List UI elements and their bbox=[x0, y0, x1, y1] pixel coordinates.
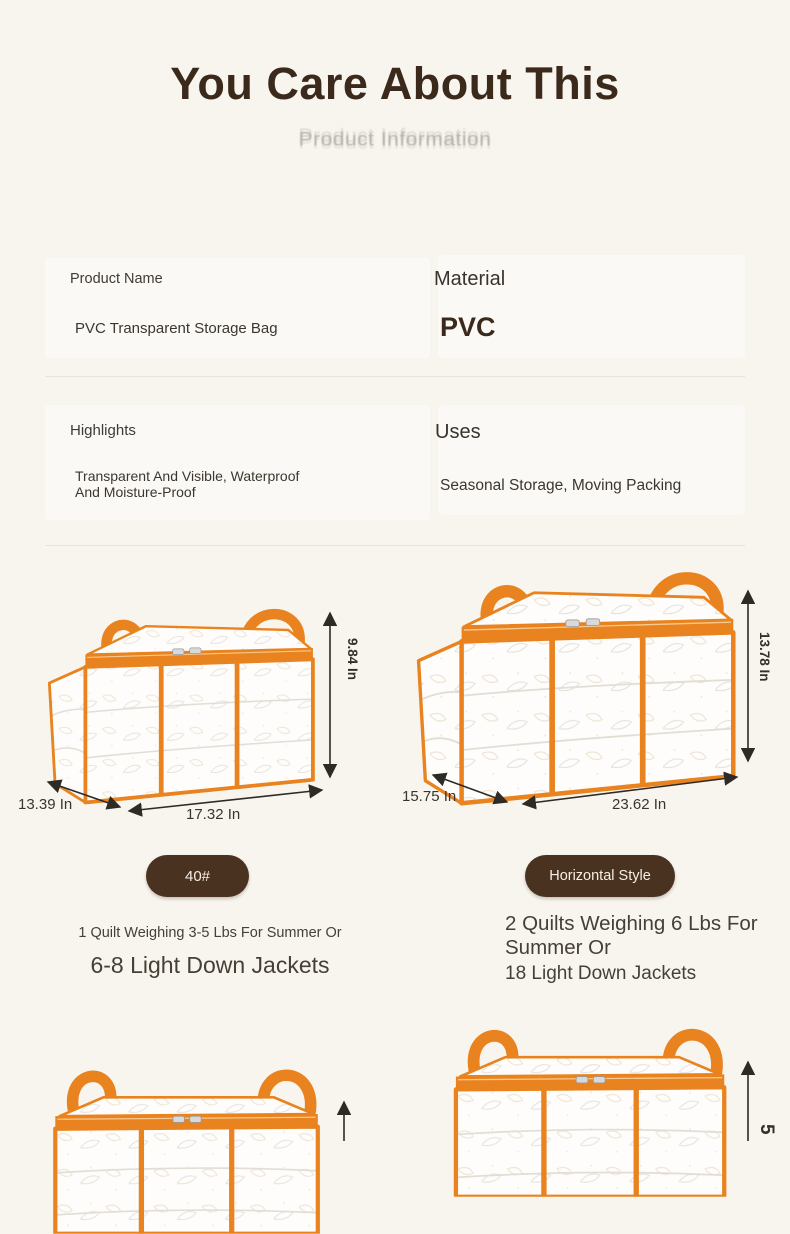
depth-dimension-large: 15.75 In bbox=[402, 788, 457, 805]
material-label: Material bbox=[434, 268, 506, 290]
highlights-label: Highlights bbox=[70, 422, 136, 439]
page-title: You Care About This bbox=[170, 58, 620, 109]
capacity-line2-small: 6-8 Light Down Jackets bbox=[90, 952, 330, 978]
width-dimension-large: 23.62 In bbox=[612, 796, 667, 813]
size-badge-large-label: Horizontal Style bbox=[549, 868, 651, 884]
height-dimension-small: 9.84 In bbox=[345, 638, 360, 681]
size-badge-small bbox=[146, 855, 249, 897]
divider bbox=[45, 545, 745, 546]
uses-label: Uses bbox=[435, 421, 481, 443]
product-name-label: Product Name bbox=[70, 271, 163, 287]
storage-bag-image-bottom-right bbox=[428, 1014, 750, 1197]
page-subtitle: Product Information bbox=[298, 128, 492, 151]
uses-card bbox=[438, 405, 745, 515]
highlights-value: Transparent And Visible, Waterproof And Moisture-Proof bbox=[75, 468, 300, 500]
uses-value: Seasonal Storage, Moving Packing bbox=[440, 477, 682, 494]
height-arrow-bottom-left bbox=[334, 1094, 354, 1141]
size-badge-small-label: 40# bbox=[184, 867, 211, 885]
capacity-text-large bbox=[505, 912, 773, 985]
capacity-line1-small: 1 Quilt Weighing 3-5 Lbs For Summer Or bbox=[78, 925, 342, 941]
width-dimension-small: 17.32 In bbox=[186, 806, 241, 823]
height-arrow-large bbox=[738, 583, 758, 769]
depth-dimension-small: 13.39 In bbox=[18, 796, 73, 813]
height-arrow-small bbox=[320, 605, 340, 785]
height-dimension-large: 13.78 In bbox=[757, 632, 772, 682]
storage-bag-image-bottom-left bbox=[28, 1055, 343, 1234]
product-name-value: PVC Transparent Storage Bag bbox=[75, 320, 278, 337]
height-dimension-bottom-right-partial: 5 bbox=[756, 1124, 777, 1135]
capacity-line1-large: 2 Quilts Weighing 6 Lbs For Summer Or bbox=[505, 912, 758, 960]
material-value: PVC bbox=[440, 312, 496, 342]
capacity-line2-large: 18 Light Down Jackets bbox=[505, 963, 697, 985]
size-badge-large bbox=[525, 855, 675, 897]
divider bbox=[45, 376, 745, 377]
